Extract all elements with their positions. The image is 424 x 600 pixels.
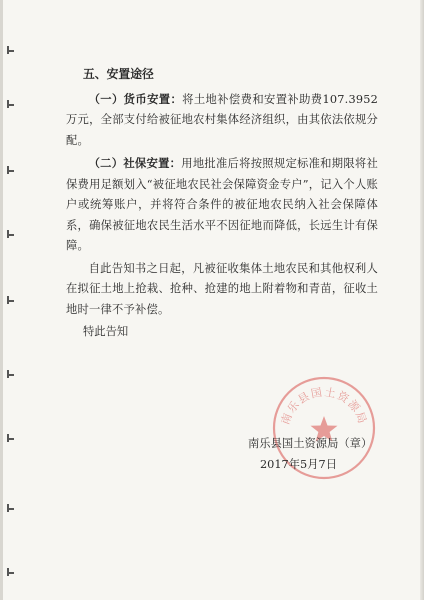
binding-mark: [7, 572, 14, 574]
closing-text: 特此告知: [83, 325, 129, 338]
issuer-name: 南乐县国土资源局（章）: [248, 437, 373, 450]
section-heading: 五、安置途径: [83, 67, 154, 81]
binding-mark: [7, 300, 14, 302]
scan-left-edge: [0, 0, 3, 600]
binding-mark: [7, 374, 14, 376]
binding-mark: [7, 438, 14, 440]
binding-mark: [7, 234, 14, 236]
binding-mark: [7, 508, 14, 510]
document-body: [66, 64, 378, 354]
paragraph-lead: （一）货币安置：: [88, 91, 183, 106]
paragraph-cash-resettlement: [66, 89, 378, 152]
paragraph-lead: （二）社保安置：: [88, 156, 182, 170]
issue-date: 2017年5月7日: [260, 457, 338, 471]
paragraph-text: 自此告知书之日起，凡被征收集体土地农民和其他权利人在拟征土地上抢栽、抢种、抢建的地上附着物和青苗，征收土地时一律不予补偿。: [66, 261, 378, 316]
signature-block: [248, 434, 372, 475]
seal-text: 南乐县国土资源局: [278, 385, 370, 427]
paragraph-text: 用地批准后将按照规定标准和期限将社保费用足额划入“被征地农民社会保障资金专户”，记入个人账户或统筹账户，并将符合条件的被征地农民纳入社会保障体系，确保被征地农民生活水平不因征地而降低，长远生计有保障。: [66, 157, 378, 252]
binding-mark: [7, 104, 14, 106]
paragraph-social-security: [66, 153, 378, 257]
paragraph-text: 将土地补偿费和安置补助费107.3952万元，全部支付给被征地农村集体经济组织，由其依法依规分配。: [66, 92, 378, 147]
binding-mark: [7, 170, 14, 172]
paragraph-notice: [66, 259, 378, 321]
scan-right-edge: [420, 0, 424, 600]
binding-mark: [7, 50, 14, 52]
